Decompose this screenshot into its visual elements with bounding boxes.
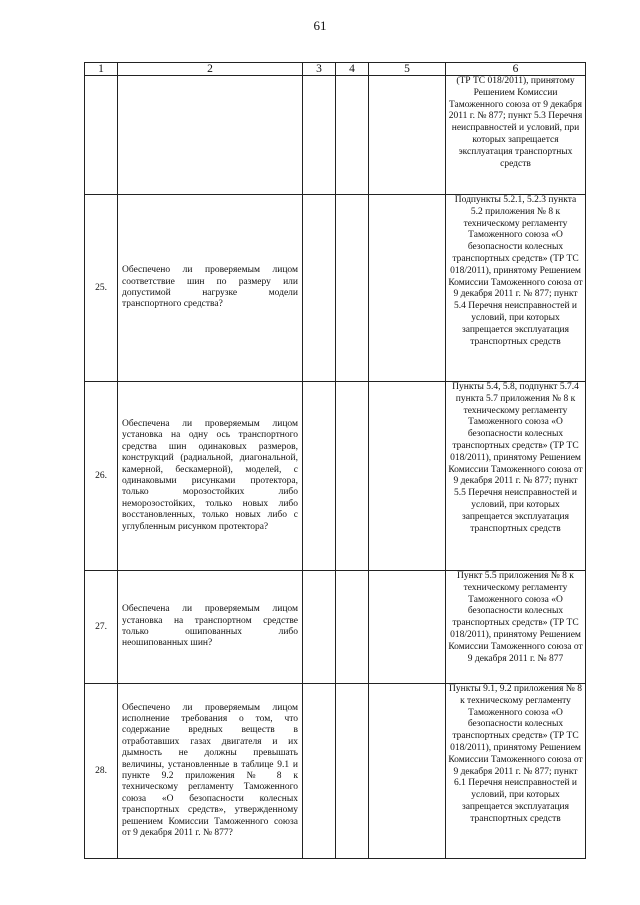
checklist-table [84,62,586,859]
table-row [85,571,586,684]
legal-reference-cell: Подпункты 5.2.1, 5.2.3 пункта 5.2 приложения № 8 к техническому регламенту Таможенного союза «О безопасности колесных транспортных средств» (ТР ТС 018/2011), принятому Решением Комиссии Таможенного союза от 9 декабря 2011 г. № 877; пункт 5.4 Перечня неисправностей и условий, при которых запрещается эксплуатация транспортных средств [446,195,586,382]
empty-cell [369,571,446,684]
row-number: 25. [85,195,118,382]
empty-cell [369,76,446,195]
page-number: 61 [313,18,327,33]
empty-cell [303,76,336,195]
question-text: Обеспечено ли проверяемым лицом соответствие шин по размеру или допустимой нагрузке модели транспортного средства? [122,265,298,310]
question-cell [118,684,303,859]
empty-cell [369,195,446,382]
empty-cell [369,382,446,571]
row-number: 27. [85,571,118,684]
empty-cell [336,382,369,571]
empty-cell [303,571,336,684]
empty-cell [303,684,336,859]
question-cell [118,571,303,684]
question-text: Обеспечено ли проверяемым лицом исполнение требования о том, что содержание вредных веществ в отработавших газах двигателя и их дымность не должны превышать величины, установленные в таблице 9.1 и пункте 9.2 приложения № 8 к техническому регламенту Таможенного союза «О безопасности колесных транспортных средств», утвержденному решением Комиссии Таможенного союза от 9 декабря 2011 г. № 877? [122,702,298,839]
legal-reference-cell: Пункт 5.5 приложения № 8 к техническому регламенту Таможенного союза «О безопасности колесных транспортных средств» (ТР ТС 018/2011), принятому Решением Комиссии Таможенного союза от 9 декабря 2011 г. № 877 [446,571,586,684]
question-cell [118,382,303,571]
row-number: 26. [85,382,118,571]
legal-reference-cell: Пункты 5.4, 5.8, подпункт 5.7.4 пункта 5.7 приложения № 8 к техническому регламенту Таможенного союза «О безопасности колесных транспортных средств» (ТР ТС 018/2011), принятому Решением Комиссии Таможенного союза от 9 декабря 2011 г. № 877; пункт 5.5 Перечня неисправностей и условий, при которых запрещается эксплуатация транспортных средств [446,382,586,571]
table-row [85,195,586,382]
table-row [85,684,586,859]
column-header-3: 3 [303,63,336,76]
legal-reference-cell: Пункты 9.1, 9.2 приложения № 8 к техническому регламенту Таможенного союза «О безопасности колесных транспортных средств» (ТР ТС 018/2011), принятому Решением Комиссии Таможенного союза от 9 декабря 2011 г. № 877; пункт 6.1 Перечня неисправностей и условий, при которых запрещается эксплуатация транспортных средств [446,684,586,859]
empty-cell [303,382,336,571]
question-cell [118,76,303,195]
table-header-row [85,63,586,76]
question-cell [118,195,303,382]
empty-cell [369,684,446,859]
empty-cell [336,571,369,684]
column-header-4: 4 [336,63,369,76]
question-text: Обеспечена ли проверяемым лицом установка на одну ось транспортного средства шин одинаковых размеров, конструкций (радиальной, диагональной, камерной, бескамерной), моделей, с одинаковыми рисунками протектора, только морозостойких либо неморозостойких, только новых либо восстановленных, только новых либо с углубленным рисунком протектора? [122,418,298,532]
empty-cell [336,684,369,859]
empty-cell [336,195,369,382]
legal-reference-cell: (ТР ТС 018/2011), принятому Решением Комиссии Таможенного союза от 9 декабря 2011 г. № 877; пункт 5.3 Перечня неисправностей и условий, при которых запрещается эксплуатация транспортных средств [446,76,586,195]
table-row [85,76,586,195]
column-header-2: 2 [118,63,303,76]
row-number: 28. [85,684,118,859]
row-number [85,76,118,195]
question-text: Обеспечена ли проверяемым лицом установка на транспортном средстве только ошипованных либо неошипованных шин? [122,604,298,649]
column-header-6: 6 [446,63,586,76]
table-row [85,382,586,571]
column-header-1: 1 [85,63,118,76]
empty-cell [303,195,336,382]
empty-cell [336,76,369,195]
column-header-5: 5 [369,63,446,76]
